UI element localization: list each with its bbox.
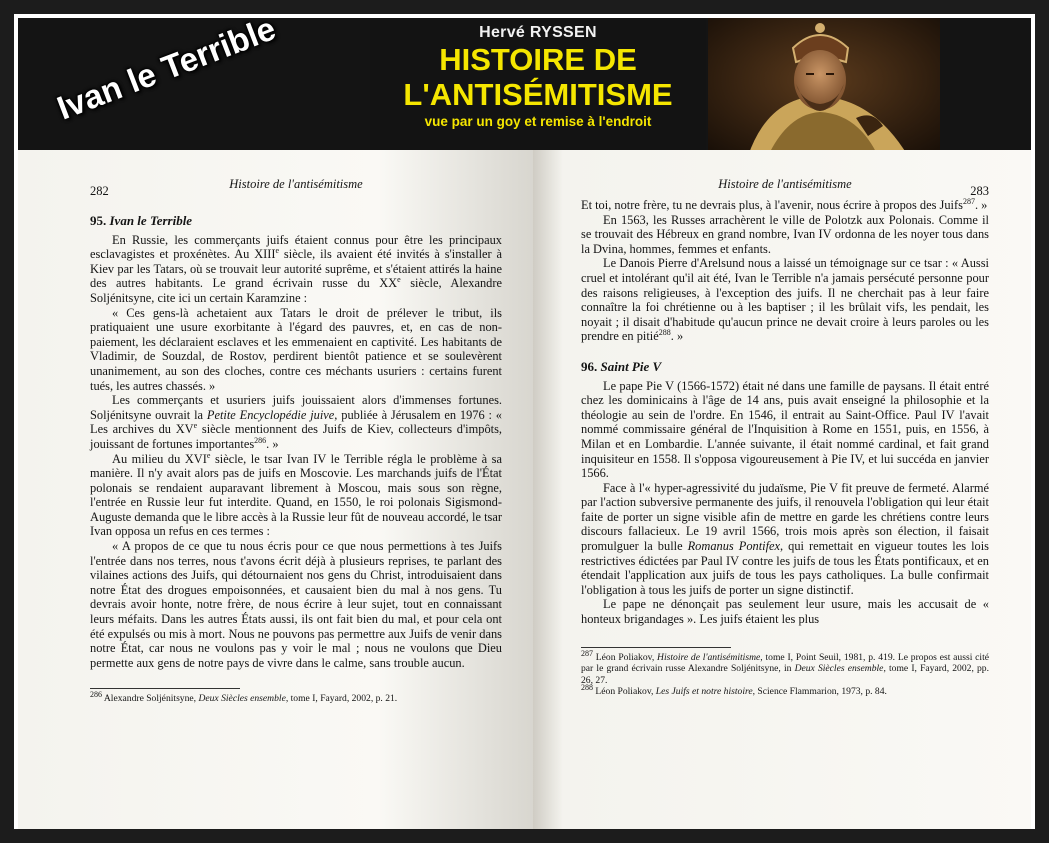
footnote-286: $^{286}$ Alexandre Soljénitsyne, Deux Siècles ensemble, tome I, Fayard, 2002, p. 21.: [90, 690, 398, 705]
cover-author: Hervé RYSSEN: [479, 24, 597, 41]
quotation-paragraph: « Ces gens-là achetaient aux Tatars le droit de prélever le tribut, ils pratiquaient une usure exorbitante à l'égard des pauvres, et, en cas de non-paiement, les déclaraient esclaves et les emmenaient en captivité. Les habitants de Vladimir, de Souzdal, de Rostov, perdirent bientôt patience et se soulevèrent unanimement, au son des cloches, contre ces méchants usuriers : certains furent tués, les autres chassés. »: [90, 305, 502, 393]
ivan-le-terrible-stamp: Ivan le Terrible: [52, 9, 281, 127]
section-heading-96: 96. Saint Pie V: [581, 358, 662, 374]
paragraph: En Russie, les commerçants juifs étaient connus pour être les principaux esclavagistes et proxénètes. Au XIIIe siècle, ils avaient été invités à s'installer à Kiev par les Tatars, où se trouvait leur autorité suprême, et s'étaient attirés la haine des autres habitants. Le grand écrivain russe du XXe siècle, Alexandre Soljénitsyne, cite ici un certain Karamzine :: [90, 232, 503, 305]
footnote-rule: [581, 647, 731, 648]
right-running-title: Histoire de l'antisémitisme: [718, 177, 852, 191]
paragraph: Au milieu du XVIe siècle, le tsar Ivan IV le Terrible régla le problème à sa manière. Il n'y avait alors pas de juifs en Moscovie. Les marchands juifs de l'État polonais se rendaient auparavant librement à Moscou, mais sous son règne, l'entrée en Russie leur fut interdite. Quand, en 1550, le roi polonais Sigismond-Auguste demanda que le libre accès à la Russie leur fût de nouveau accordé, le tsar Ivan opposa un refus en ces termes :: [90, 450, 503, 539]
book-cover: [370, 18, 706, 156]
section-heading-95: 95. Ivan le Terrible: [90, 213, 193, 228]
footnote-288: $^{288}$ Léon Poliakov, Les Juifs et notre histoire, Science Flammarion, 1973, p. 84.: [581, 682, 887, 698]
paragraph: Face à l'« hyper-agressivité du judaïsme, Pie V fit preuve de fermeté. Alarmé par l'action subversive permanente des juifs, il renouvela l'obligation qui leur était faite de porter un signe visible afin de mettre en garde les chrétiens contre leurs discours fallacieux. Le 19 avril 1566, trois mois après son élection, il faisait promulguer la bulle Romanus Pontifex, qui remettait en vigueur toutes les lois restrictives édictées par Paul IV contre les juifs de tous les États pontificaux, et en étendait l'application aux juifs de tous les pays catholiques. La bulle confirmait l'obligation à tous les juifs de porter un signe distinctif.: [581, 480, 989, 597]
open-book: [18, 150, 1031, 829]
paragraph: Le Danois Pierre d'Arelsund nous a laissé un témoignage sur ce tsar : « Aussi cruel et intolérant qu'il ait été, Ivan le Terrible n'a jamais persécuté personne pour des raisons religieuses, à l'exception des juifs. Il ne cherchait pas à leur faire connaître la foi chrétienne ou à les baptiser ; il les brûlait vifs, les pendait, les noyait ; il disait d'habitude qu'aucun prince ne devait croire à leurs paroles ou les prendre en pitié$^{288}$. »: [581, 256, 989, 344]
paragraph: Le pape Pie V (1566-1572) était né dans une famille de paysans. Il était entré chez les dominicains à l'âge de 14 ans, puis avait enseigné la philosophie et la théologie au sein de l'ordre. En 1546, il entrait au Saint-Office. Paul IV l'avait nommé commissaire général de l'Inquisition à Rome en 1551, puis, en 1556, à Milan et en Lombardie. L'année suivante, il était nommé cardinal, et fait grand inquisiteur en 1558. Il s'opposa vigoureusement à Pie IV, et lui succéda en janvier 1566.: [581, 378, 989, 481]
tsar-portrait: [708, 18, 940, 156]
left-page: [18, 150, 533, 829]
right-page: [533, 150, 1031, 829]
quotation-paragraph: « A propos de ce que tu nous écris pour ce que nous permettions à tes Juifs l'entrée dans nos terres, nous t'avons écrit déjà à plusieurs reprises, te parlant des vilaines actions des Juifs, qui détournaient nos gens du Christ, introduisaient dans notre État des drogues empoisonnées, et causaient bien du mal à nos gens. Tu devrais avoir honte, notre frère, de nous écrire à leur sujet, tout en connaissant leurs méfaits. Dans les autres États aussi, ils ont fait bien du mal, et pour cela ont été expulsés ou mis à mort. Nous ne pouvons pas permettre aux Juifs de venir dans notre État, car nous ne voulons pas y voir le mal ; nous ne voulons que Dieu permette aux gens de notre pays de vivre dans le calme, sans trouble aucun.: [90, 539, 502, 670]
left-running-header: [90, 172, 502, 198]
left-page-number: 282: [90, 184, 109, 198]
paragraph: En 1563, les Russes arrachèrent le ville de Polotzk aux Polonais. Comme il se trouvait des Hébreux en grand nombre, Ivan IV ordonna de les noyer tous dans la Dvina, hommes, femmes et enfants.: [581, 212, 989, 256]
paragraph: Les commerçants et usuriers juifs jouissaient alors d'immenses fortunes. Soljénitsyne ouvrait la Petite Encyclopédie juive, publiée à Jérusalem en 1976 : « Les archives du XVe siècle mentionnent des Juifs de Kiev, collecteurs d'impôts, jouissant de fortunes importantes$^{286}$. »: [90, 393, 503, 451]
right-page-number: 283: [970, 184, 989, 198]
footnote-287: $^{287}$ Léon Poliakov, Histoire de l'antisémitisme, tome I, Point Seuil, 1981, p. 419. Le propos est aussi cité par le grand écrivain russe Alexandre Soljénitsyne, in Deux Siècles ensemble, tome I, Fayard, 2002, pp. 26, 27.: [581, 648, 990, 686]
paragraph: Le pape ne dénonçait pas seulement leur usure, mais les accusait de « honteux brigandages ». Les juifs étaient les plus: [581, 597, 989, 627]
cover-title-line2: L'ANTISÉMITISME: [403, 77, 673, 112]
cover-subtitle: vue par un goy et remise à l'endroit: [424, 114, 652, 129]
right-running-header: [581, 172, 989, 198]
left-running-title: Histoire de l'antisémitisme: [229, 177, 363, 191]
cover-title-line1: HISTOIRE DE: [439, 42, 637, 77]
footnote-rule: [90, 688, 240, 689]
paragraph: Et toi, notre frère, tu ne devrais plus, à l'avenir, nous écrire à propos des Juifs$^{287}$. »: [581, 196, 988, 212]
